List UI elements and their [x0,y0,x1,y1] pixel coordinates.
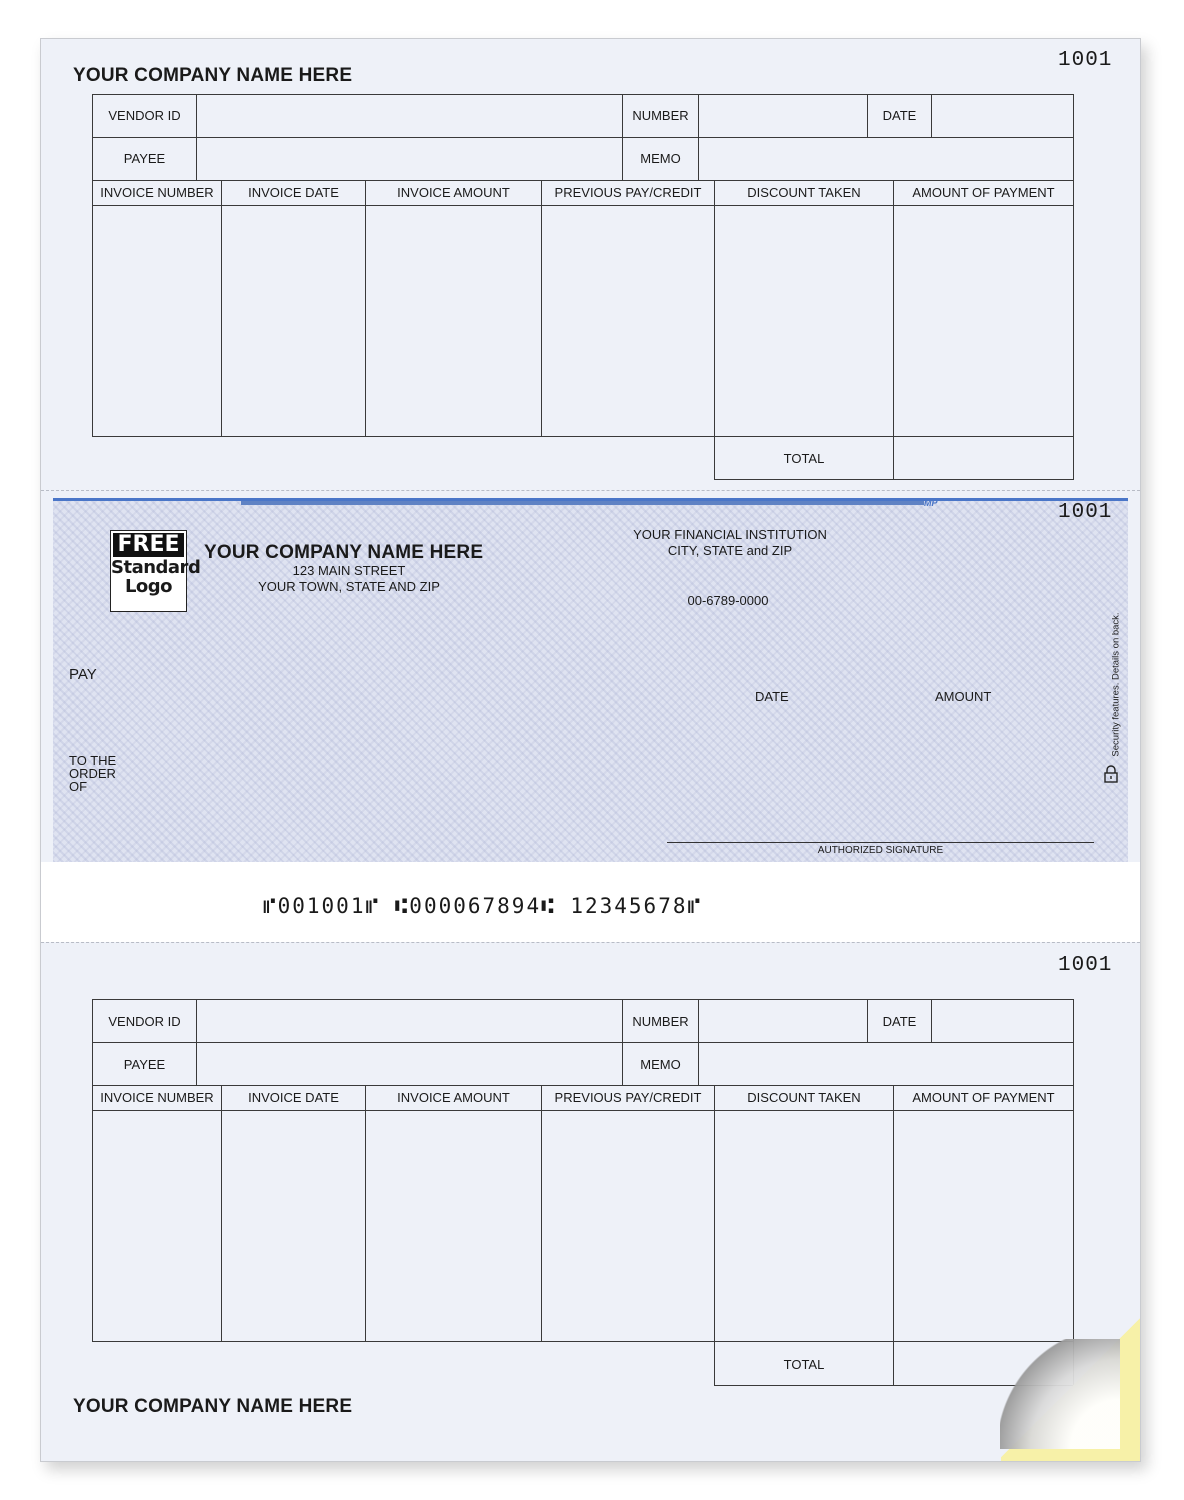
top-stub-line [92,205,1074,206]
perforation-line-bottom [41,942,1140,943]
top-stub-line [893,180,894,480]
top-stub-date-label: DATE [882,108,917,123]
top-stub-total-label: TOTAL [783,451,825,466]
bottom-stub-number-label: NUMBER [632,1014,689,1029]
company-logo [110,530,201,612]
to-the-order-line2: ORDER [69,766,116,781]
perforation-line-top [41,490,1140,491]
bottom-stub-line [931,999,932,1043]
security-features-text: Security features. Details on back. [1110,612,1122,757]
top-stub-line [698,94,699,181]
check-address-line1: 123 MAIN STREET [292,563,406,578]
top-stub-line [92,94,1074,95]
top-stub-col-previous-pay: PREVIOUS PAY/CREDIT [554,185,702,200]
bottom-stub-line [365,1085,366,1342]
check-date-label: DATE [755,689,789,704]
top-stub-col-invoice-date: INVOICE DATE [248,185,339,200]
top-stub-line [714,180,715,480]
bottom-stub-line [714,1085,715,1386]
bottom-stub-line [221,1085,222,1342]
bottom-stub-line [92,1085,1074,1086]
bottom-stub-payee-label: PAYEE [123,1057,166,1072]
bottom-stub-line [541,1085,542,1342]
bottom-stub-line [92,999,1074,1000]
bottom-stub-col-invoice-number: INVOICE NUMBER [100,1090,214,1105]
top-stub-col-invoice-number: INVOICE NUMBER [100,185,214,200]
check-sheet [40,38,1141,1462]
top-stub-line [714,479,1074,480]
bottom-stub-check-number: 1001 [1058,954,1113,977]
lock-icon [1104,765,1118,783]
bottom-stub-vendor-id-label: VENDOR ID [108,1014,181,1029]
top-stub-line [541,180,542,437]
check-company-name: YOUR COMPANY NAME HERE [204,542,484,563]
bank-city: CITY, STATE and ZIP [667,543,793,558]
bottom-stub-col-discount-taken: DISCOUNT TAKEN [747,1090,861,1105]
bottom-stub-line [698,999,699,1086]
check-address-line2: YOUR TOWN, STATE AND ZIP [258,579,440,594]
check-amount-label: AMOUNT [935,689,992,704]
bottom-stub-line [92,1110,1074,1111]
logo-line-2: Logo [124,576,173,597]
top-stub-line [92,180,1074,181]
top-stub-line [92,94,93,437]
bottom-stub-col-amount-of-payment: AMOUNT OF PAYMENT [912,1090,1055,1105]
logo-free-text: FREE [113,533,184,557]
top-stub-line [1073,94,1074,480]
bottom-stub-col-previous-pay: PREVIOUS PAY/CREDIT [554,1090,702,1105]
bottom-stub-line [92,1341,1074,1342]
bottom-stub-line [92,999,93,1342]
top-stub-memo-label: MEMO [640,151,681,166]
top-stub-vendor-id-label: VENDOR ID [108,108,181,123]
top-stub-line [365,180,366,437]
logo-standard-text [111,557,201,597]
to-the-order-line1: TO THE [69,753,117,768]
bottom-stub-line [893,1085,894,1386]
top-stub-line [931,94,932,138]
top-stub-line [92,137,1074,138]
bottom-stub-line [92,1042,1074,1043]
top-stub-payee-label: PAYEE [123,151,166,166]
check-top-bar-accent [241,501,924,505]
fraction-code: 00-6789-0000 [687,593,769,608]
authorized-signature-label: AUTHORIZED SIGNATURE [817,845,944,856]
top-stub-line [196,94,197,181]
top-stub-col-amount-of-payment: AMOUNT OF PAYMENT [912,185,1055,200]
mp-security-mark: MP [924,498,938,508]
check-number: 1001 [1058,501,1113,524]
to-the-order-of-label [69,754,116,793]
bank-name: YOUR FINANCIAL INSTITUTION [633,527,827,542]
bottom-stub-line [196,999,197,1086]
signature-line [667,842,1094,843]
top-stub-col-discount-taken: DISCOUNT TAKEN [747,185,861,200]
bottom-stub-line [622,999,623,1086]
top-stub-number-label: NUMBER [632,108,689,123]
bottom-stub-date-label: DATE [882,1014,917,1029]
bottom-stub-col-invoice-date: INVOICE DATE [248,1090,339,1105]
bottom-stub-total-label: TOTAL [783,1357,825,1372]
bottom-stub-col-invoice-amount: INVOICE AMOUNT [397,1090,510,1105]
page-curl [1000,1339,1120,1449]
top-stub-line [221,180,222,437]
logo-line-1: Standard [111,557,201,578]
top-stub-col-invoice-amount: INVOICE AMOUNT [397,185,510,200]
pay-label: PAY [69,666,97,683]
micr-line: ⑈001001⑈ ⑆000067894⑆ 12345678⑈ [263,894,703,918]
top-stub-line [92,436,1074,437]
bottom-stub-memo-label: MEMO [640,1057,681,1072]
to-the-order-line3: OF [69,779,88,794]
bottom-stub-company-name: YOUR COMPANY NAME HERE [73,1396,353,1417]
top-stub-check-number: 1001 [1058,49,1113,72]
top-stub-company-name: YOUR COMPANY NAME HERE [73,65,353,86]
